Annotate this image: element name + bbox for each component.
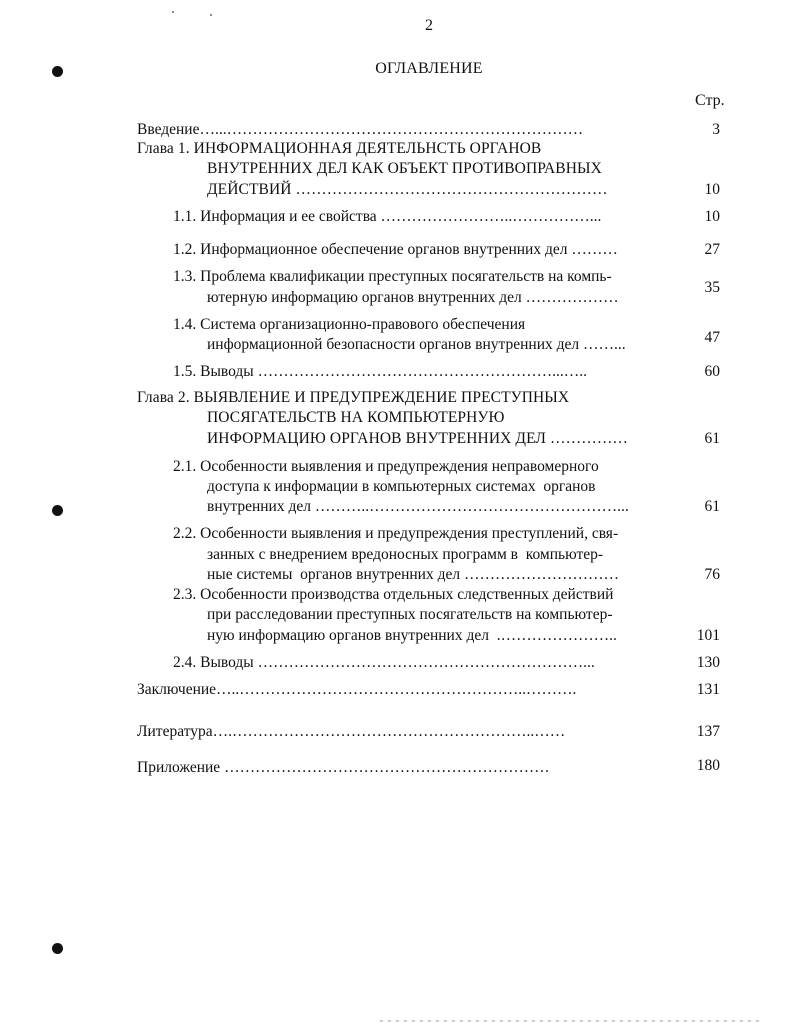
toc-chapter1-line3: ДЕЙСТВИЙ …………………………………………………… (207, 181, 608, 198)
toc-section-1-4-page: 47 (704, 329, 720, 346)
toc-chapter1-line1: Глава 1. ИНФОРМАЦИОННАЯ ДЕЯТЕЛЬНСТЬ ОРГАНОВ (137, 140, 542, 157)
toc-section-1-1-page: 10 (704, 208, 720, 225)
toc-section-1-2-page: 27 (704, 241, 720, 258)
page-column-header: Стр. (695, 92, 725, 109)
toc-section-2-2-line2: занных с внедрением вредоносных программ в компьютер- (207, 546, 604, 563)
toc-chapter2-line3: ИНФОРМАЦИЮ ОРГАНОВ ВНУТРЕННИХ ДЕЛ …………… (207, 430, 629, 447)
toc-literature: Литература….…………………………………………………..…… (137, 723, 566, 740)
toc-conclusion-page: 131 (696, 681, 720, 698)
toc-intro-page: 3 (712, 121, 720, 138)
binder-hole-mark-bottom (52, 943, 63, 954)
toc-chapter1-line2: ВНУТРЕННИХ ДЕЛ КАК ОБЪЕКТ ПРОТИВОПРАВНЫХ (207, 160, 602, 177)
toc-chapter2-page: 61 (704, 430, 720, 447)
toc-section-2-1-line2: доступа к информации в компьютерных системах органов (207, 478, 596, 495)
toc-appendix-page: 180 (696, 757, 720, 774)
toc-section-2-3-line3: ную информацию органов внутренних дел .………………….. (207, 627, 617, 644)
toc-section-2-3-line1: 2.3. Особенности производства отдельных следственных действий (173, 586, 614, 603)
toc-section-1-5: 1.5. Выводы …………………………………………………...….. (173, 363, 587, 380)
toc-section-1-4-line1: 1.4. Система организационно-правового обеспечения (173, 316, 526, 333)
binder-hole-mark-top (52, 66, 63, 77)
toc-section-2-1-line3: внутренних дел ………..…………………………………………... (207, 498, 629, 515)
scan-bottom-noise (380, 1020, 760, 1022)
toc-section-2-3-page: 101 (696, 627, 720, 644)
toc-section-2-2-line1: 2.2. Особенности выявления и предупреждения преступлений, свя- (173, 525, 619, 542)
toc-intro: Введение…...…………………………………………………………… (137, 121, 584, 138)
toc-conclusion: Заключение…..………………………………………………..………. (137, 681, 577, 698)
toc-section-2-3-line2: при расследовании преступных посягательств на компьютер- (207, 606, 613, 623)
toc-section-1-2: 1.2. Информационное обеспечение органов внутренних дел ……… (173, 241, 618, 258)
document-title: ОГЛАВЛЕНИЕ (375, 60, 483, 77)
toc-section-1-3-line1: 1.3. Проблема квалификации преступных посягательств на компь- (173, 268, 612, 285)
toc-section-1-5-page: 60 (704, 363, 720, 380)
toc-section-2-4-page: 130 (696, 654, 720, 671)
toc-section-1-3-line2: ютерную информацию органов внутренних дел ……………… (207, 289, 619, 306)
toc-chapter1-page: 10 (704, 181, 720, 198)
toc-section-1-3-page: 35 (704, 279, 720, 296)
toc-section-2-2-line3: ные системы органов внутренних дел ………………………… (207, 566, 619, 583)
scan-speck (172, 11, 174, 13)
toc-chapter2-line1: Глава 2. ВЫЯВЛЕНИЕ И ПРЕДУПРЕЖДЕНИЕ ПРЕСТУПНЫХ (137, 389, 570, 406)
toc-section-1-4-line2: информационной безопасности органов внутренних дел ……... (207, 336, 626, 353)
toc-appendix: Приложение ……………………………………………………… (137, 759, 550, 776)
binder-hole-mark-middle (52, 505, 63, 516)
toc-section-1-1: 1.1. Информация и ее свойства ……………………..……………... (173, 208, 602, 225)
page-number: 2 (425, 17, 433, 34)
toc-section-2-1-line1: 2.1. Особенности выявления и предупреждения неправомерного (173, 458, 599, 475)
toc-section-2-1-page: 61 (704, 498, 720, 515)
toc-section-2-2-page: 76 (704, 566, 720, 583)
toc-chapter2-line2: ПОСЯГАТЕЛЬСТВ НА КОМПЬЮТЕРНУЮ (207, 409, 505, 426)
toc-section-2-4: 2.4. Выводы ………………………………………………………... (173, 654, 595, 671)
scan-speck (210, 14, 212, 16)
toc-literature-page: 137 (696, 723, 720, 740)
